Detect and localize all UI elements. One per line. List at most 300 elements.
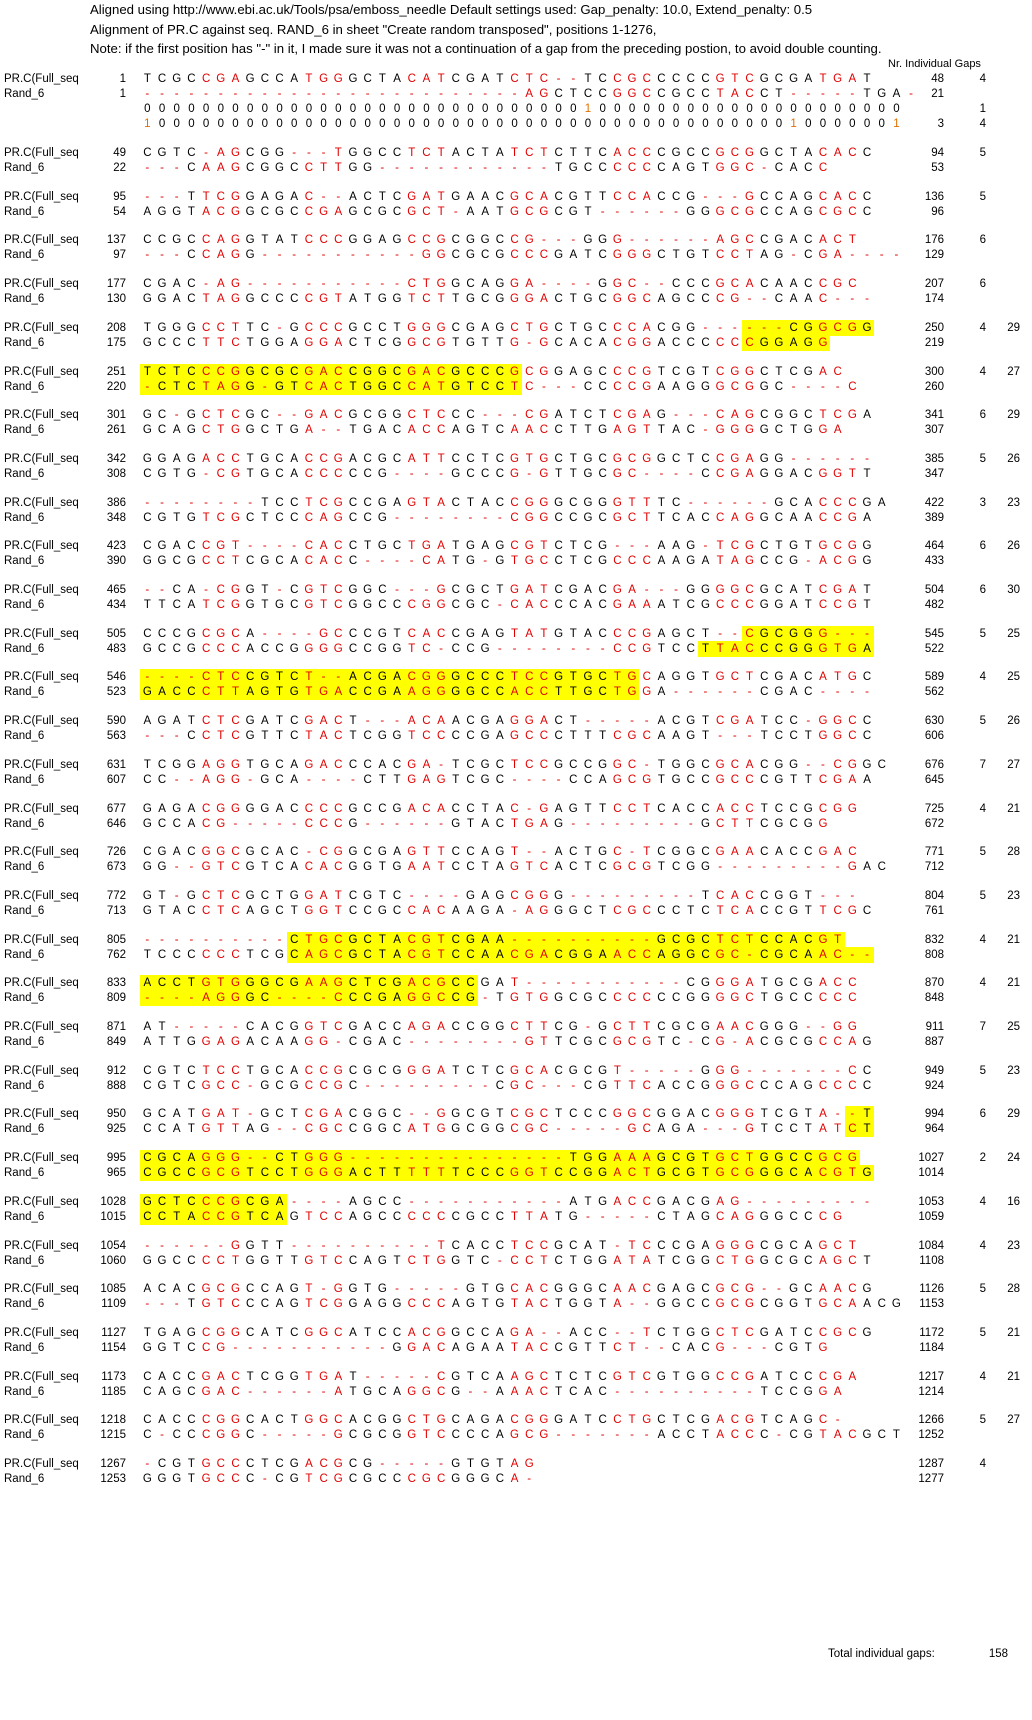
seq-start: 1109 [101,1298,126,1311]
seq-start: 888 [106,1079,126,1092]
seq-residues: - - - - C T C C G T C T - - A C G A C G G G C C C T C C G T G C T G C A G G T G C T C G A C A T G C [140,669,874,685]
seq-row-bottom [0,86,1032,102]
seq-residues: G C - G C T C G C - - G A C G C G G C T C C C - - - C G A T C T C G A G - - - C A G C G G C T C G A [142,409,871,422]
total-gaps: 21 [1007,977,1020,990]
seq-end: 712 [924,861,944,874]
individual-gaps: 5 [979,190,986,203]
seq-end: 21 [931,88,944,100]
seq-row-bottom [0,1427,1032,1443]
seq-residues: - - - - - - - - T C C T C G C C G A G T A C T A C C G G G C G G G T T T C - - - - - - G C A C C C G A [145,496,886,509]
seq-row-bottom [0,816,1032,832]
seq-start: 1173 [101,1370,126,1383]
seq-name: Rand_6 [4,1385,45,1398]
seq-name: Rand_6 [4,1298,45,1311]
seq-start: 1060 [100,1254,126,1267]
seq-residues: G C C G C C C A C C G G G G C C G G T C - C C G - - - - - - - - C C G T C C T T A C C C G G G T G A [140,641,874,657]
gap-flags: 0 0 0 0 0 0 0 0 0 0 0 0 0 0 0 0 0 0 0 0 0 0 0 0 0 0 0 0 0 0 1 0 0 0 0 0 0 0 0 0 0 0 0 0 0 0 0 0 0 0 0 0 [144,103,900,115]
seq-row-top [0,669,1032,685]
total-gaps: 21 [1007,933,1020,946]
seq-start: 54 [113,205,126,218]
seq-row-bottom [0,1209,1032,1225]
seq-residues: C G T G T C G C T C C C A G C C G - - - - - - - - C G G C C G C G C T T C A C C A G G C A A C C G A [143,511,871,524]
seq-name: Rand_6 [4,1036,45,1048]
seq-row-bottom [0,1296,1032,1312]
seq-end: 725 [924,802,944,815]
seq-end: 219 [924,336,944,349]
seq-end: 771 [924,846,944,859]
seq-row-top [0,888,1032,904]
seq-start: 646 [106,817,126,830]
seq-name: PR.C(Full_seq [4,715,79,728]
seq-start: 505 [106,627,126,640]
individual-gaps: 6 [979,409,986,422]
seq-residues: G G A G A C C T G C A C C G A C G C A T T C C T C G T G C T G C G C G G C T C C G A G G - - - - - - [142,452,869,465]
seq-name: PR.C(Full_seq [4,1414,79,1427]
seq-end: 307 [924,424,944,437]
seq-end: 562 [924,686,944,699]
seq-end: 1266 [918,1414,944,1427]
seq-residues: C G A C G G C G C A C - C G G C G A G T T C C A G T - - A C T G C - T C G G C G A A C A C C G A C [143,846,857,859]
seq-name: Rand_6 [4,555,45,568]
seq-start: 49 [113,147,126,159]
seq-residues: C C - - A G G - G C A - - - - C T T G A G T C G C - - - - C C A G C G T G C C G C C C G T T C G A A [143,773,871,786]
seq-start: 348 [106,511,126,524]
gap-flag-row [0,101,1032,117]
seq-start: 713 [106,904,126,917]
individual-gaps: 6 [979,234,986,247]
seq-name: Rand_6 [4,730,45,743]
seq-residues: T C G C C G A G C C A T G G G C T A C A T C G A T C T C - - T C C G C C C C C G T C G C G A T G A T [143,73,871,85]
header-line-2: Alignment of PR.C against seq. RAND_6 in sheet "Create random transposed", positions 1-1276, [90,21,657,37]
seq-name: Rand_6 [4,380,45,393]
seq-end: 422 [924,496,944,509]
individual-gaps: 5 [979,147,986,159]
total-gaps: 23 [1007,1064,1020,1077]
seq-residues: G T - G C T C G C T G G A T C G T C - - - - G A G C G G G - - - - - - - - - T C A C C G G T - - - [142,889,855,902]
seq-residues: C C A T G T T A G - - C G C C G G C A T G G C G G C G C - - - - - G C A G A - - - G T C C T A T C T [140,1121,874,1137]
seq-end: 761 [924,904,944,917]
seq-row-bottom [0,466,1032,482]
seq-residues: G G C C C C T G G T T G T C C A G T C T G G T C - C C T C T G G A T A T C G G C T G G C G C A G C T [142,1254,871,1267]
seq-start: 137 [106,234,126,247]
seq-row-bottom [0,510,1032,526]
seq-row-top [0,932,1032,948]
total-gaps-row [828,1648,1008,1660]
seq-residues: C G C A G G G - - C T G G G - - - - - - - - - - - - - - - T G G A A A G C G T G C T G G C C G C G [140,1150,860,1166]
seq-row-bottom [0,1078,1032,1094]
seq-residues: T C T C C C G G C G C G A C C G G C G A C G C C C G C G G A G C C C G T C G T C G G C T C G A C [140,364,845,380]
individual-gaps: 5 [979,1414,986,1427]
seq-name: PR.C(Full_seq [4,540,79,553]
seq-end: 504 [924,584,944,596]
seq-start: 607 [106,773,126,786]
total-gaps: 24 [1007,1152,1020,1165]
seq-row-bottom [0,728,1032,744]
seq-end: 545 [924,627,944,640]
seq-end: 1172 [919,1326,944,1339]
seq-start: 1054 [100,1239,126,1252]
seq-end: 1214 [918,1385,944,1398]
seq-residues: C C G C C A G G T A T C C C G G A G C C G C G G C C G - - - G G G - - - - - - A G C C G A C A C T [143,234,856,247]
seq-start: 912 [106,1064,126,1077]
seq-name: Rand_6 [4,1341,45,1354]
seq-row-top [0,1194,1032,1210]
total-gaps: 27 [1007,1414,1020,1427]
seq-row-top [0,1063,1032,1079]
seq-row-bottom [0,204,1032,220]
seq-residues: T C C C C C C T C G C A G C G C T A C G T C C A A C G A C G G A A C C A G G C G C - C G C A A C - - [140,947,874,963]
seq-row-bottom [0,160,1032,176]
individual-gaps: 4 [979,671,986,684]
seq-residues: A T T G G A G A C A A G G - C G A C - - - - - - - - G T T C G C G C G T C - C G - A C G C G C C A G [143,1036,872,1048]
seq-row-bottom [0,684,1032,700]
seq-start: 1267 [100,1458,126,1470]
seq-start: 220 [106,380,126,393]
seq-residues: - - - - A G G G C - - - - C C C G A G G C C G - T G T G G C G C C C C C C G G G G C T G C C C C C [140,990,860,1006]
seq-residues: G C T C C C G C G A - - - - A G C C - - - - - - - - - - - A T G A C C G A C G A G - - - - - - - - - [140,1194,874,1210]
seq-start: 1015 [100,1210,126,1223]
seq-row-bottom [0,379,1032,395]
seq-name: Rand_6 [4,205,45,218]
seq-row-bottom [0,1384,1032,1400]
seq-end: 911 [925,1021,944,1033]
individual-gaps: 4 [979,73,986,85]
seq-name: PR.C(Full_seq [4,802,79,815]
seq-name: Rand_6 [4,1210,45,1223]
seq-start: 805 [106,933,126,946]
total-gaps: 28 [1007,846,1020,859]
seq-end: 672 [924,817,944,830]
individual-gaps: 6 [979,1108,986,1121]
individual-gaps: 5 [979,715,986,728]
seq-residues: C A C C G A C T C G G T G A T - - - - - C G T C A A G C T C T C G T C G T G G C C G A T C C C G A [143,1370,857,1383]
seq-name: Rand_6 [4,861,45,874]
seq-end: 1053 [918,1195,944,1208]
individual-gaps: 6 [979,540,986,553]
seq-row-top [0,189,1032,205]
seq-end: 176 [924,234,944,247]
seq-end: 96 [931,205,944,218]
seq-name: PR.C(Full_seq [4,1326,79,1339]
seq-row-top [0,320,1032,336]
seq-start: 590 [106,715,126,728]
seq-residues: - - - T G T C C C A G T C G G A G G C C C A G T G T A C T G G T A - - G G C C G C G C G G T G C A A C G [145,1298,901,1311]
seq-start: 833 [106,977,126,990]
seq-row-top [0,626,1032,642]
individual-gaps: 6 [979,278,986,291]
gap-flags: 1 0 0 0 0 0 0 0 0 0 0 0 0 0 0 0 0 0 0 0 0 0 0 0 0 0 0 0 0 0 0 0 0 0 0 0 0 0 0 0 0 0 0 0 1 0 0 0 0 0 0 1 [144,118,900,130]
seq-start: 1 [119,73,126,85]
seq-end: 848 [924,992,944,1005]
seq-name: PR.C(Full_seq [4,190,79,203]
seq-residues: A C A C G C G C C A G T - G G T G - - - - - G T G C A C G G G C A A C G A G C G C G - - G C A A C G [143,1283,872,1296]
seq-name: Rand_6 [4,162,45,174]
seq-residues: C G A C C G T - - - - C A C C T G C T G A T G A G C G T C T C G - - - A A G - T C G C T G T G C G G [143,540,872,553]
seq-name: Rand_6 [4,948,45,961]
seq-end: 300 [924,365,944,378]
seq-row-bottom [0,947,1032,963]
seq-start: 995 [106,1152,126,1165]
seq-name: PR.C(Full_seq [4,1195,79,1208]
seq-end: 887 [924,1036,944,1048]
seq-name: Rand_6 [4,249,45,262]
individual-gaps: 5 [979,452,986,465]
page-header [90,0,1030,59]
seq-end: 260 [924,380,944,393]
seq-row-top [0,145,1032,161]
seq-name: Rand_6 [4,1473,45,1485]
seq-row-bottom [0,641,1032,657]
seq-row-top [0,1325,1032,1341]
seq-residues: G G - - G T C G T C A C A C G G T G A A T C C T A G T C A C T C G C G T C G G - - - - - - - - - G A C [142,861,886,874]
seq-start: 1127 [101,1326,126,1339]
total-gaps: 21 [1007,1370,1020,1383]
individual-gaps: 5 [979,1064,986,1077]
seq-name: PR.C(Full_seq [4,321,79,334]
seq-row-top [0,844,1032,860]
individual-gaps: 4 [979,1239,986,1252]
seq-residues: C G T C T C C T G C A C C G C G C G G G A T C T C G C A C G C G T - - - - - G G G - - - - - - - C C [143,1064,872,1077]
seq-start: 251 [106,365,126,378]
seq-end: 1014 [918,1167,944,1180]
seq-residues: - - - - - - - - - - - - - - - - - - - - - - - - - - A G C T C C G G C C G C C T A C C T - - - - - T G A - [145,88,914,100]
seq-end: 250 [924,321,944,334]
seq-row-top [0,801,1032,817]
individual-gaps: 5 [979,846,986,859]
seq-end: 1184 [919,1341,944,1354]
seq-residues: G C C C T T C T G G A G G A C T C G G C G T G T T G - G C A C A C G G A C C C C C C G G A G G [140,335,830,351]
seq-residues: A G G T A C G G C G C C G A G C G C G C T - A A T G C G C G T - - - - - - G G G C G C C A G C G C C [143,205,872,218]
seq-start: 849 [106,1036,126,1048]
seq-start: 22 [113,162,126,174]
individual-gaps: 5 [979,889,986,902]
seq-row-top [0,276,1032,292]
seq-row-top [0,757,1032,773]
seq-start: 762 [106,948,126,961]
seq-name: PR.C(Full_seq [4,1283,79,1296]
total-gaps: 23 [1007,889,1020,902]
seq-residues: C G C C G C G T C C T G G G A C T T T T T T C C C G G T C C G G A C T G C G T G C G G G C A C G T G [140,1165,874,1181]
seq-row-top [0,538,1032,554]
seq-end: 1108 [919,1254,944,1267]
seq-residues: G G C G C C T C G C A C A C C - - - - C A T G - G T G C C T C G C C C A A G A T A G C C G - A C G G [142,555,872,568]
seq-end: 832 [924,933,944,946]
seq-residues: G A C C C T T A G T G T G A C C G A A G G G G C C A C C T T G C T G G A - - - - - - C G A C - - - - [140,684,874,700]
seq-residues: T T C A T C G G T G C G T C G G C C C G G C G C - C A C C C A C G A A A T C G C C C G G A T C C G T [143,599,871,611]
individual-gaps: 4 [979,1195,986,1208]
seq-name: Rand_6 [4,293,45,306]
seq-end: 136 [924,190,944,203]
seq-end: 1153 [919,1298,944,1311]
seq-name: Rand_6 [4,424,45,437]
seq-start: 483 [106,642,126,655]
seq-start: 677 [106,802,126,815]
seq-end: 1287 [918,1458,944,1470]
individual-gaps: 4 [979,1458,986,1470]
total-gaps-label: Total individual gaps: [828,1648,935,1660]
seq-name: Rand_6 [4,904,45,917]
seq-end: 207 [924,278,944,291]
individual-gaps: 5 [979,1326,986,1339]
seq-name: PR.C(Full_seq [4,409,79,422]
seq-end: 389 [924,511,944,524]
seq-start: 631 [106,758,126,771]
seq-row-bottom [0,335,1032,351]
seq-end: 94 [931,147,944,159]
seq-residues: A G A T C T C G A T C G A C T - - - A C A A C G A G G A C T - - - - - A C G T C G A T C C - G G C C [143,715,872,728]
seq-residues: A C C T G T G G G C G A A G C T C G A C G C C G A T - - - - - - - - - - - C G G G A T G C G A C C [140,975,860,991]
individual-gaps: 3 [979,496,986,509]
seq-residues: C C C G C G C A - - - - G C C C G T C A C C G A G T A T G T A C C C G A G C T - - C G C G G G - - - [140,626,874,642]
seq-row-bottom [0,1165,1032,1181]
individual-gaps: 5 [979,1283,986,1296]
seq-start: 1253 [100,1473,126,1485]
total-gaps: 23 [1007,1239,1020,1252]
seq-start: 1085 [100,1283,126,1296]
seq-residues: T G G G C C T T C - G C C C G C C T G G G C G A G C T G C T G C C C A C G G - - - - - - C G G C G G [140,320,874,336]
seq-name: PR.C(Full_seq [4,933,79,946]
seq-row-top [0,1281,1032,1297]
seq-residues: C - C C C G G C - - - - - G C G C G G T C C C C A G C G - - - - - - - A C C T A C C C - C G T A C G C T [143,1429,900,1442]
seq-residues: C G T C - A G C G G - - - T G G C C T C T A C T A T C T C T T C A C C C G C C G C G G C T A C A C C [143,147,872,159]
seq-name: PR.C(Full_seq [4,278,79,291]
seq-row-bottom [0,1034,1032,1050]
seq-row-bottom [0,990,1032,1006]
individual-gaps: 4 [979,1370,986,1383]
seq-row-top [0,582,1032,598]
seq-end: 482 [924,599,944,611]
seq-name: Rand_6 [4,773,45,786]
seq-name: PR.C(Full_seq [4,1152,79,1165]
seq-residues: G A G A C G G G G A C C C C G C C G A C A C C T A C - G A G T T C C T C A C C A C C T C C G C G G [142,802,857,815]
seq-name: Rand_6 [4,992,45,1005]
seq-start: 130 [106,293,126,306]
seq-row-top [0,1106,1032,1122]
seq-residues: - - - C C T C G T T C T A C T C G G T C C C C G A G C C C T T T C G C A A G T - - - T C C T G G C C [145,730,872,743]
seq-name: PR.C(Full_seq [4,1458,79,1470]
seq-end: 1217 [918,1370,944,1383]
seq-name: PR.C(Full_seq [4,1064,79,1077]
seq-row-bottom [0,247,1032,263]
seq-start: 809 [106,992,126,1005]
seq-start: 1 [119,88,126,100]
seq-row-bottom [0,422,1032,438]
seq-row-bottom [0,291,1032,307]
seq-row-top [0,1019,1032,1035]
total-gaps: 27 [1007,758,1020,771]
seq-end: 341 [924,409,944,422]
seq-start: 342 [106,452,126,465]
individual-gaps: 4 [979,933,986,946]
seq-start: 1028 [100,1195,126,1208]
seq-end: 606 [924,730,944,743]
seq-residues: G C A G C T G G C T G A - - T G A C A C C A G T C A A C C T T G A G T T A C - G G G G C T G G A [142,424,842,437]
seq-end: 48 [931,73,944,85]
seq-start: 386 [106,496,126,509]
seq-start: 97 [113,249,126,262]
seq-residues: G G T C C G - - - - - - - - - - - G G A C A G A A T A C C G T T C T - - C A C G - - - C G T G [142,1341,828,1354]
seq-end: 433 [924,555,944,568]
total-gaps: 29 [1007,1108,1020,1121]
seq-residues: - - - C C A G G - - - - - - - - - - - G G C G C G C C C G A T C G G G C T G T C C T A G - C G A - - - - [145,249,899,262]
total-gaps: 21 [1007,802,1020,815]
header-line-1: Aligned using http://www.ebi.ac.uk/Tools/psa/emboss_needle Default settings used: Gap_penalty: 10.0, Extend_penalty: 0.5 [90,2,813,17]
seq-start: 1154 [101,1341,126,1354]
seq-end: 870 [924,977,944,990]
total-gaps: 26 [1007,540,1020,553]
seq-start: 925 [106,1123,126,1136]
seq-end: 964 [924,1123,944,1136]
seq-name: PR.C(Full_seq [4,889,79,902]
seq-residues: - - - - - - - - - - C T G C G C T A C G T C G A A - - - - - - - - - - G C G C T C T C C A C G T [140,932,845,948]
seq-row-bottom [0,859,1032,875]
seq-name: Rand_6 [4,1123,45,1136]
seq-end: 1059 [918,1210,944,1223]
individual-gaps: 4 [979,802,986,815]
seq-name: Rand_6 [4,686,45,699]
seq-start: 673 [106,861,126,874]
seq-start: 1218 [100,1414,126,1427]
seq-end: 1252 [918,1429,944,1442]
seq-start: 726 [106,846,126,859]
seq-start: 965 [106,1167,126,1180]
seq-start: 465 [106,584,126,596]
seq-residues: C C T A C C G T C A G T C C A G C C C C C C G C C T T A T G - - - - - C T A G C A G G G C C C G [140,1209,845,1225]
total-gaps: 23 [1007,496,1020,509]
gaps-column-header: Nr. Individual Gaps [888,58,981,70]
seq-end: 1126 [919,1283,944,1296]
seq-start: 772 [106,889,126,902]
seq-name: Rand_6 [4,1079,45,1092]
individual-gaps: 4 [979,977,986,990]
total-gaps: 25 [1007,1021,1020,1033]
total-gaps: 28 [1007,1283,1020,1296]
seq-residues: - - - - - - G G T T - - - - - - - - - - T C A C C T C C G C A T - T C C C G A G G G C G C A G C T [145,1239,856,1252]
seq-row-bottom [0,1471,1032,1487]
total-gaps: 30 [1007,584,1020,596]
individual-gaps: 2 [979,1152,986,1165]
seq-name: PR.C(Full_seq [4,758,79,771]
seq-name: Rand_6 [4,1254,45,1267]
seq-row-top [0,364,1032,380]
seq-row-bottom [0,1121,1032,1137]
seq-row-bottom [0,903,1032,919]
seq-end: 522 [924,642,944,655]
seq-end: 804 [924,889,944,902]
seq-residues: G G G T G C C C - C G T C G C G C C C G C G G G C A - [142,1473,532,1485]
seq-residues: G G A C T A G G C C C C G T A T G G T C T T G C G G G A C T G C G G C A G C C C G - - C A A C - - - [142,293,869,306]
total-gaps: 27 [1007,365,1020,378]
seq-name: Rand_6 [4,642,45,655]
seq-row-top [0,1150,1032,1166]
seq-start: 261 [106,424,126,437]
gap-flag-count: 3 [937,118,944,130]
seq-row-bottom [0,1253,1032,1269]
seq-name: Rand_6 [4,511,45,524]
seq-row-top [0,1238,1032,1254]
individual-gaps: 4 [979,321,986,334]
gap-flag-row [0,116,1032,132]
seq-residues: C G T G - C G T G C A C C C C C G - - - - G C C C G - G T T G C G C - - - - C C G A G G A C G G T T [143,467,871,480]
seq-end: 174 [924,293,944,306]
seq-row-top [0,975,1032,991]
seq-end: 949 [924,1064,944,1077]
seq-name: PR.C(Full_seq [4,496,79,509]
seq-name: Rand_6 [4,1167,45,1180]
seq-row-bottom [0,772,1032,788]
seq-row-top [0,451,1032,467]
seq-end: 53 [931,162,944,174]
